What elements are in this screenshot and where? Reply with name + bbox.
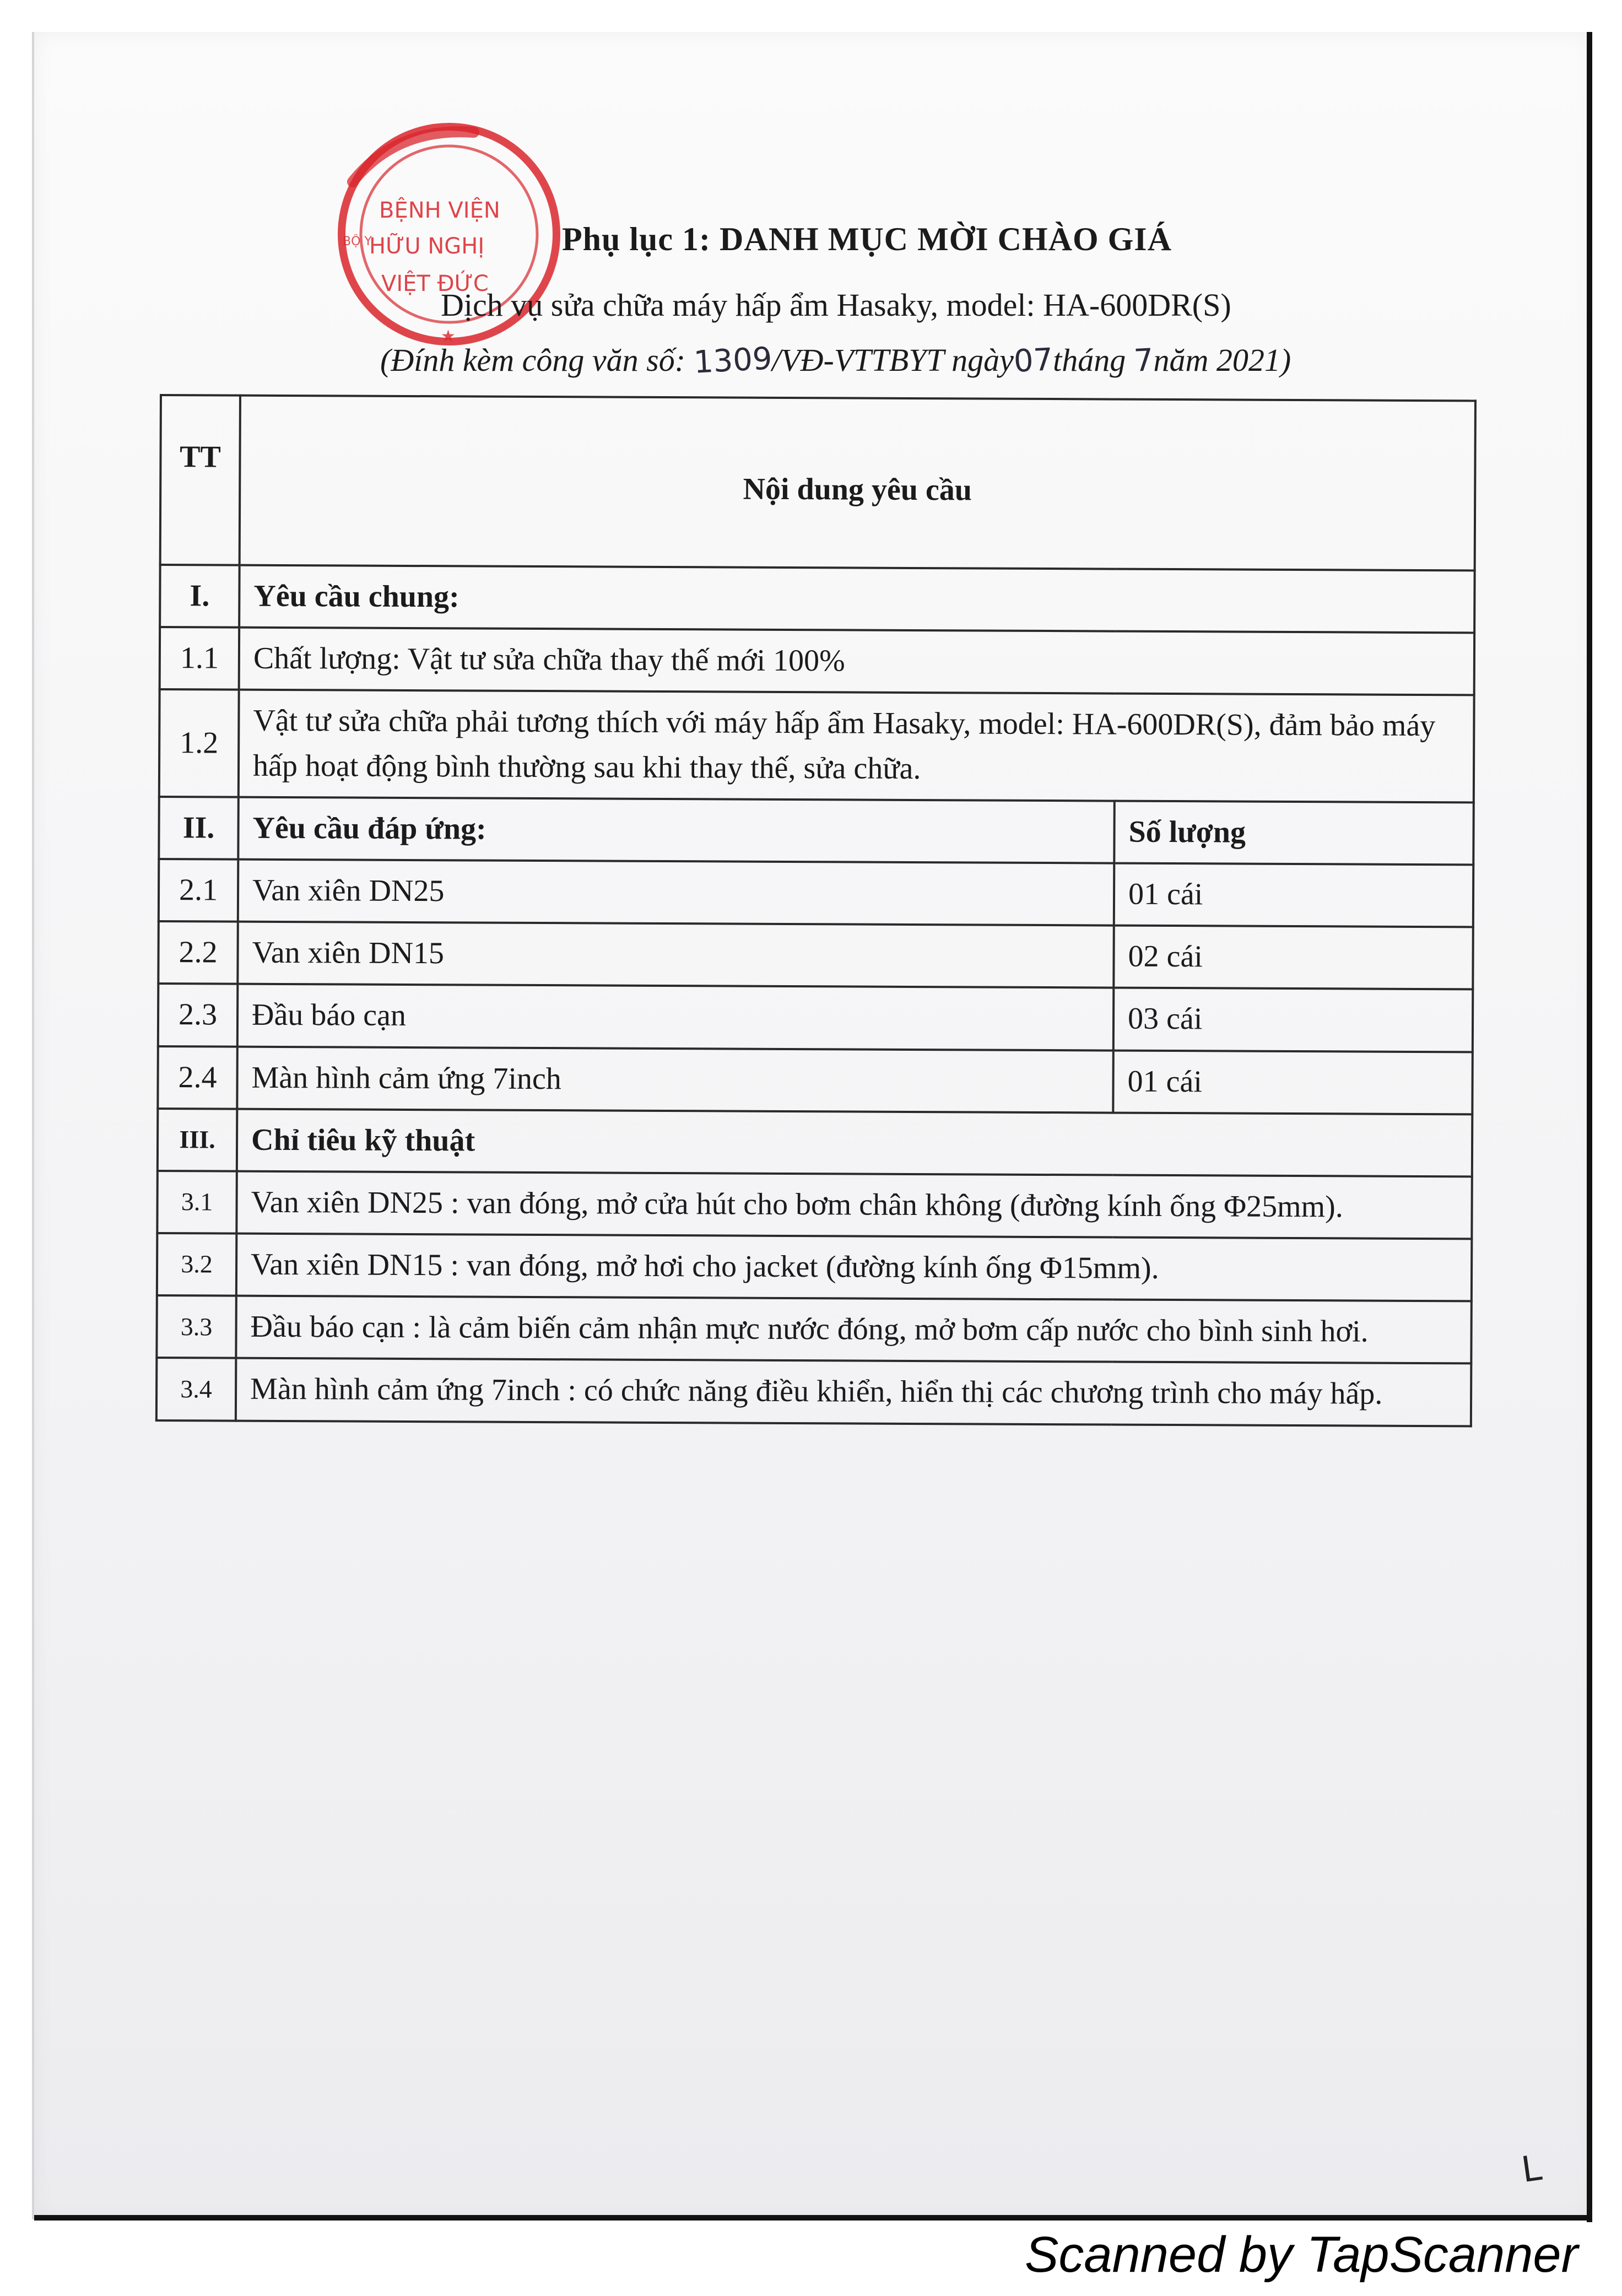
handwritten-initial: L (1519, 2147, 1544, 2191)
header-tt: TT (160, 395, 240, 565)
section-title: Yêu cầu đáp ứng: (238, 797, 1114, 863)
ref-number-handwritten: 1309 (692, 341, 773, 381)
table-row (158, 984, 1473, 1052)
row-text: Van xiên DN15 (237, 922, 1113, 988)
quantity-header: Số lượng (1114, 801, 1473, 865)
ref-prefix: (Đính kèm công văn số: (380, 342, 686, 378)
row-text: Đầu báo cạn : là cảm biến cảm nhận mực nước đóng, mở bơm cấp nước cho bình sinh hơi. (236, 1296, 1471, 1364)
section-row-response (159, 797, 1473, 865)
stamp-line-2: HỮU NGHỊ (369, 234, 485, 259)
table-row (156, 1358, 1471, 1426)
row-text: Van xiên DN15 : van đóng, mở hơi cho jacket (đường kính ống Φ15mm). (236, 1234, 1472, 1301)
row-quantity: 03 cái (1113, 988, 1473, 1052)
paper-edge-right (1587, 32, 1592, 2222)
row-num: 2.4 (158, 1046, 237, 1109)
table-row (158, 1046, 1472, 1114)
row-num: 3.2 (157, 1233, 236, 1296)
section-num: III. (158, 1109, 237, 1171)
row-num: 3.1 (157, 1171, 236, 1234)
appendix-title: Phụ lục 1: DANH MỤC MỜI CHÀO GIÁ (562, 221, 1172, 257)
row-quantity: 01 cái (1113, 1050, 1472, 1114)
row-text: Van xiên DN25 (238, 860, 1114, 926)
paper-edge-left (32, 32, 34, 2219)
section-num: I. (160, 565, 239, 628)
table-header-row (160, 395, 1475, 570)
row-num: 3.3 (156, 1295, 236, 1358)
ref-year: năm 2021) (1153, 342, 1291, 378)
table-row (159, 689, 1474, 802)
row-num: 2.1 (159, 859, 238, 922)
stamp-star-icon: ★ (441, 327, 456, 346)
ref-month-word: tháng (1053, 342, 1126, 378)
row-num: 2.3 (158, 984, 237, 1046)
scanner-watermark: Scanned by TapScanner (1025, 2227, 1578, 2283)
row-text: Van xiên DN25 : van đóng, mở cửa hút cho bơm chân không (đường kính ống Φ25mm). (236, 1171, 1472, 1239)
table-row (160, 627, 1474, 695)
stamp-line-1: BỆNH VIỆN (379, 198, 500, 223)
section-num: II. (159, 797, 238, 860)
table-row (157, 1233, 1472, 1301)
reference-line (380, 342, 1291, 379)
row-num: 1.2 (159, 689, 239, 797)
row-num: 1.1 (160, 627, 239, 690)
header-content: Nội dung yêu cầu (240, 396, 1475, 571)
table-row (156, 1295, 1471, 1364)
row-quantity: 02 cái (1113, 926, 1473, 990)
stamp-line-3: VIỆT ĐỨC (381, 271, 489, 296)
table-row (157, 1171, 1472, 1239)
ref-day-handwritten: 07 (1013, 342, 1054, 380)
row-num: 2.2 (158, 921, 237, 984)
paper-edge-bottom (34, 2215, 1592, 2221)
row-text: Chất lượng: Vật tư sửa chữa thay thế mới 100% (239, 628, 1474, 695)
section-row-general (160, 565, 1474, 633)
section-title: Chỉ tiêu kỹ thuật (237, 1109, 1472, 1176)
row-quantity: 01 cái (1114, 863, 1473, 927)
ref-code: /VĐ-VTTBYT ngày (772, 342, 1014, 378)
stamp-side-text: BỘ Y (343, 235, 372, 248)
table-row (159, 859, 1473, 927)
ref-month-handwritten: 7 (1133, 342, 1155, 379)
requirements-table (155, 394, 1477, 1427)
appendix-subtitle: Dịch vụ sửa chữa máy hấp ẩm Hasaky, model: HA-600DR(S) (441, 287, 1231, 323)
section-row-technical (158, 1109, 1472, 1177)
table-row (158, 921, 1473, 990)
row-text: Màn hình cảm ứng 7inch (237, 1046, 1113, 1112)
row-num: 3.4 (156, 1358, 236, 1420)
section-title: Yêu cầu chung: (239, 565, 1474, 633)
row-text: Vật tư sửa chữa phải tương thích với máy hấp ẩm Hasaky, model: HA-600DR(S), đảm bảo máy hấp hoạt động bình thường sau khi thay thế, sửa chữa. (239, 690, 1474, 802)
row-text: Màn hình cảm ứng 7inch : có chức năng điều khiển, hiển thị các chương trình cho máy hấp. (236, 1358, 1471, 1426)
row-text: Đầu báo cạn (237, 984, 1113, 1050)
